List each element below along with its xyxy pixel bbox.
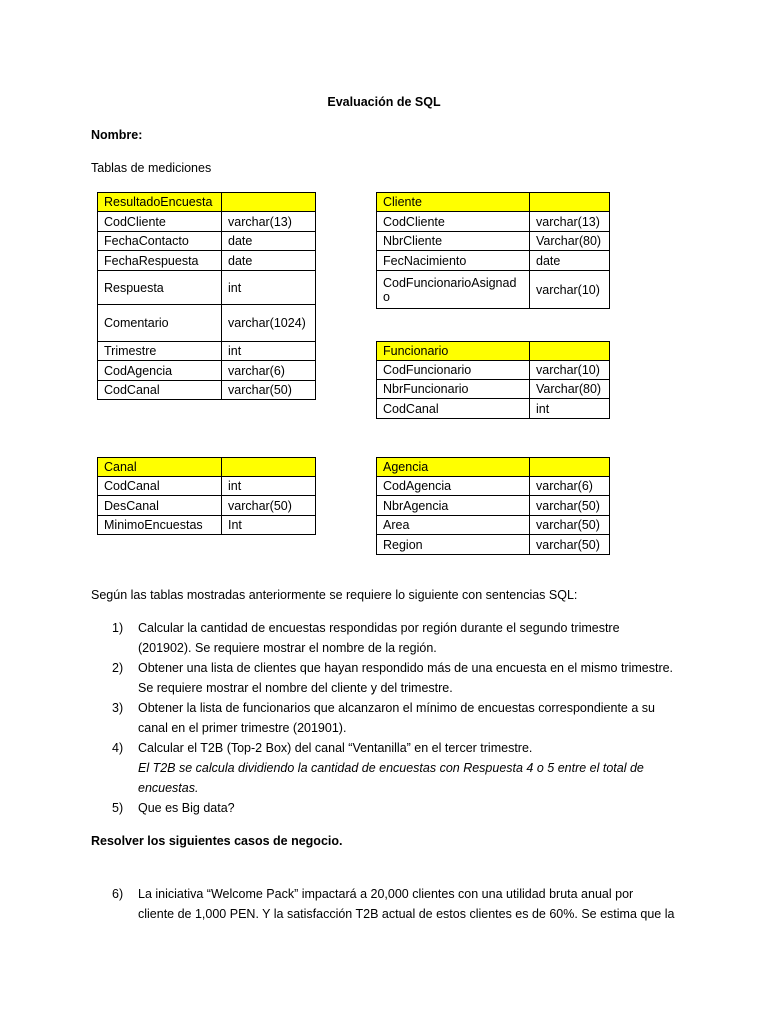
table-header-row: [98, 193, 316, 212]
field-name-cell: Area: [377, 516, 530, 535]
item-number: 3): [112, 701, 124, 715]
field-type-cell: int: [222, 477, 316, 496]
table-row: [98, 271, 316, 305]
table-row: [377, 361, 610, 380]
field-type-cell: varchar(10): [530, 271, 610, 309]
table-cliente: [376, 192, 610, 309]
table-row: [98, 342, 316, 361]
table-name-cell: Agencia: [377, 458, 530, 477]
table-row: [377, 516, 610, 535]
table-row: [98, 381, 316, 400]
section-heading: Resolver los siguientes casos de negocio.: [91, 834, 343, 848]
field-name-cell: Comentario: [98, 305, 222, 342]
table-row: [98, 232, 316, 251]
field-type-cell: int: [222, 271, 316, 305]
table-name-cell: Canal: [98, 458, 222, 477]
table-row: [377, 399, 610, 419]
item-line: Obtener la lista de funcionarios que alcanzaron el mínimo de encuestas correspondiente a su: [138, 701, 655, 715]
item-line: Se requiere mostrar el nombre del cliente y del trimestre.: [138, 681, 453, 695]
field-name-cell: NbrAgencia: [377, 496, 530, 516]
field-name-cell: DesCanal: [98, 496, 222, 516]
field-name-cell: CodCliente: [377, 212, 530, 232]
table-header-row: [377, 193, 610, 212]
table-header-row: [98, 458, 316, 477]
field-type-cell: int: [222, 342, 316, 361]
table-resultado-encuesta: [97, 192, 316, 400]
field-type-cell: varchar(50): [530, 516, 610, 535]
field-name-cell: CodFuncionarioAsignado: [377, 271, 530, 309]
field-type-cell: varchar(13): [222, 212, 316, 232]
field-name-cell: Region: [377, 535, 530, 555]
item-line: Obtener una lista de clientes que hayan respondido más de una encuesta en el mismo trimestre.: [138, 661, 674, 675]
table-agencia: [376, 457, 610, 555]
field-type-cell: varchar(6): [222, 361, 316, 381]
table-header-row: [377, 342, 610, 361]
field-type-cell: varchar(50): [222, 381, 316, 400]
field-name-cell: CodCanal: [98, 381, 222, 400]
nombre-label: Nombre:: [91, 128, 143, 142]
table-row: [98, 305, 316, 342]
field-type-cell: Int: [222, 516, 316, 535]
table-row: [377, 271, 610, 309]
item-line: La iniciativa “Welcome Pack” impactará a 20,000 clientes con una utilidad bruta anual por: [138, 887, 634, 901]
list-item: [112, 698, 692, 738]
field-name-cell: NbrFuncionario: [377, 380, 530, 399]
table-row: [377, 212, 610, 232]
field-name-cell: FecNacimiento: [377, 251, 530, 271]
table-name-cell: Cliente: [377, 193, 530, 212]
field-name-cell: Trimestre: [98, 342, 222, 361]
item-line: (201902). Se requiere mostrar el nombre de la región.: [138, 641, 437, 655]
item-number: 2): [112, 661, 124, 675]
item-number: 5): [112, 801, 124, 815]
item-number: 4): [112, 741, 124, 755]
field-type-cell: Varchar(80): [530, 380, 610, 399]
table-name-cell: ResultadoEncuesta: [98, 193, 222, 212]
page-title: Evaluación de SQL: [327, 95, 441, 109]
field-type-cell: varchar(50): [530, 496, 610, 516]
item-line: Que es Big data?: [138, 801, 235, 815]
field-type-cell: varchar(6): [530, 477, 610, 496]
item-number: 6): [112, 887, 124, 901]
field-name-cell: CodFuncionario: [377, 361, 530, 380]
field-type-cell: varchar(1024): [222, 305, 316, 342]
item-line: Calcular la cantidad de encuestas respondidas por región durante el segundo trimestre: [138, 621, 620, 635]
list-item: [112, 884, 692, 924]
table-row: [98, 361, 316, 381]
field-type-cell: Varchar(80): [530, 232, 610, 251]
tables-subtitle: Tablas de mediciones: [91, 161, 212, 175]
field-name-cell: MinimoEncuestas: [98, 516, 222, 535]
item-note-line: El T2B se calcula dividiendo la cantidad de encuestas con Respuesta 4 o 5 entre el total de: [138, 761, 644, 775]
field-name-cell: CodCliente: [98, 212, 222, 232]
field-name-cell: CodAgencia: [377, 477, 530, 496]
field-name-cell: Respuesta: [98, 271, 222, 305]
intro-paragraph: Según las tablas mostradas anteriormente se requiere lo siguiente con sentencias SQL:: [91, 588, 578, 602]
field-type-cell: int: [530, 399, 610, 419]
field-type-cell: varchar(50): [530, 535, 610, 555]
list-item: [112, 738, 692, 798]
list-item: [112, 798, 692, 818]
table-row: [377, 477, 610, 496]
field-name-cell: CodCanal: [98, 477, 222, 496]
field-name-cell: CodAgencia: [98, 361, 222, 381]
table-funcionario: [376, 341, 610, 419]
table-row: [377, 496, 610, 516]
field-type-cell: varchar(13): [530, 212, 610, 232]
table-header-row: [377, 458, 610, 477]
field-type-cell: date: [222, 232, 316, 251]
table-row: [98, 496, 316, 516]
list-item: [112, 618, 692, 658]
table-row: [98, 251, 316, 271]
table-row: [377, 380, 610, 399]
field-name-cell: FechaContacto: [98, 232, 222, 251]
field-name-cell: NbrCliente: [377, 232, 530, 251]
item-line: canal en el primer trimestre (201901).: [138, 721, 347, 735]
list-item: [112, 658, 692, 698]
item-number: 1): [112, 621, 124, 635]
item-line: Calcular el T2B (Top-2 Box) del canal “Ventanilla” en el tercer trimestre.: [138, 741, 533, 755]
item-note-line: encuestas.: [138, 781, 199, 795]
field-type-cell: varchar(10): [530, 361, 610, 380]
field-name-cell: CodCanal: [377, 399, 530, 419]
table-canal: [97, 457, 316, 535]
table-row: [98, 477, 316, 496]
field-type-cell: date: [222, 251, 316, 271]
table-row: [377, 535, 610, 555]
item-line: cliente de 1,000 PEN. Y la satisfacción T2B actual de estos clientes es de 60%. Se estima que la: [138, 907, 675, 921]
field-type-cell: varchar(50): [222, 496, 316, 516]
field-type-cell: date: [530, 251, 610, 271]
table-row: [377, 251, 610, 271]
table-row: [98, 212, 316, 232]
table-name-cell: Funcionario: [377, 342, 530, 361]
table-row: [98, 516, 316, 535]
field-name-cell: FechaRespuesta: [98, 251, 222, 271]
table-row: [377, 232, 610, 251]
